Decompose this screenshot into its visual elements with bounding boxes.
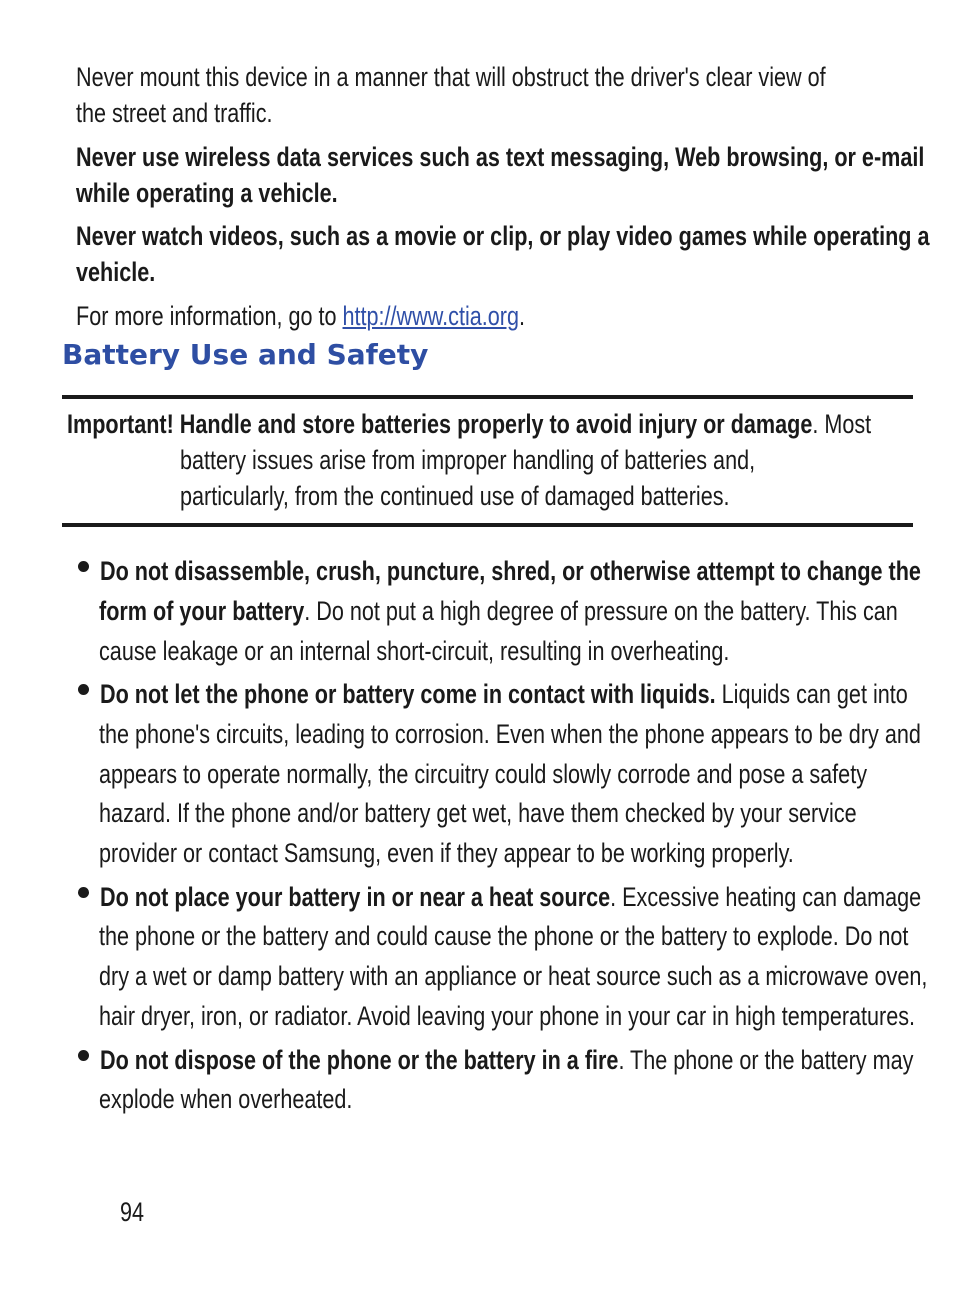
bullet-3-line-3: dry a wet or damp battery with an appliance or heat source such as a microwave oven, [99,961,928,991]
intro-paragraph-1-line-2: the street and traffic. [76,98,273,128]
bullet-1-rest: . Do not put a high degree of pressure on the battery. This can [304,596,898,626]
bullet-2-rest: Liquids can get into [715,679,908,709]
bullet-4-rest: . The phone or the battery may [618,1045,914,1075]
page-number: 94 [120,1197,145,1227]
bullet-1-line-3: cause leakage or an internal short-circuit, resulting in overheating. [99,636,730,666]
bullet-dot-1 [78,561,89,572]
bullet-2-line-1 [100,678,954,710]
bullet-3-bold: Do not place your battery in or near a heat source [100,882,611,912]
important-top-rule [62,395,913,399]
bullet-3-line-1 [100,881,954,913]
ctia-link[interactable]: http://www.ctia.org [342,301,519,331]
bullet-dot-3 [78,887,89,898]
more-info-text: For more information, go to [76,301,343,331]
bullet-dot-4 [78,1050,89,1061]
intro-paragraph-1-line-1: Never mount this device in a manner that will obstruct the driver's clear view of [76,62,826,92]
bullet-4-line-1 [100,1044,954,1076]
intro-paragraph-2-line-2: while operating a vehicle. [76,178,338,208]
bullet-1-line-2 [99,595,954,627]
bullet-2-line-2: the phone's circuits, leading to corrosion. Even when the phone appears to be dry and [99,719,921,749]
bullet-1-line-1: Do not disassemble, crush, puncture, shred, or otherwise attempt to change the [100,556,921,586]
bullet-1-bold-end: form of your battery [99,596,305,626]
bullet-dot-2 [78,684,89,695]
important-line-1 [67,408,954,440]
intro-paragraph-3-line-1: Never watch videos, such as a movie or clip, or play video games while operating a [76,221,930,251]
important-line-3: particularly, from the continued use of damaged batteries. [180,481,730,511]
important-rest-text: . Most [812,409,872,439]
more-info-paragraph [76,300,637,332]
more-info-period: . [518,301,525,331]
important-line-2: battery issues arise from improper handling of batteries and, [180,445,756,475]
section-title: Battery Use and Safety [62,338,429,371]
intro-paragraph-3-line-2: vehicle. [76,257,156,287]
important-bold-text: Handle and store batteries properly to avoid injury or damage [173,409,813,439]
bullet-4-bold: Do not dispose of the phone or the battery in a fire [100,1045,619,1075]
intro-paragraph-2-line-1: Never use wireless data services such as text messaging, Web browsing, or e-mail [76,142,925,172]
bullet-2-line-5: provider or contact Samsung, even if they appear to be working properly. [99,838,794,868]
important-label: Important! [67,409,174,439]
bullet-2-line-4: hazard. If the phone and/or battery get wet, have them checked by your service [99,798,857,828]
bullet-3-line-2: the phone or the battery and could cause the phone or the battery to explode. Do not [99,921,909,951]
bullet-2-bold: Do not let the phone or battery come in contact with liquids. [100,679,716,709]
bullet-3-line-4: hair dryer, iron, or radiator. Avoid leaving your phone in your car in high temperatures. [99,1001,916,1031]
important-bottom-rule [62,523,913,527]
bullet-2-line-3: appears to operate normally, the circuitry could slowly corrode and pose a safety [99,759,867,789]
bullet-3-rest: . Excessive heating can damage [610,882,922,912]
bullet-4-line-2: explode when overheated. [99,1084,353,1114]
